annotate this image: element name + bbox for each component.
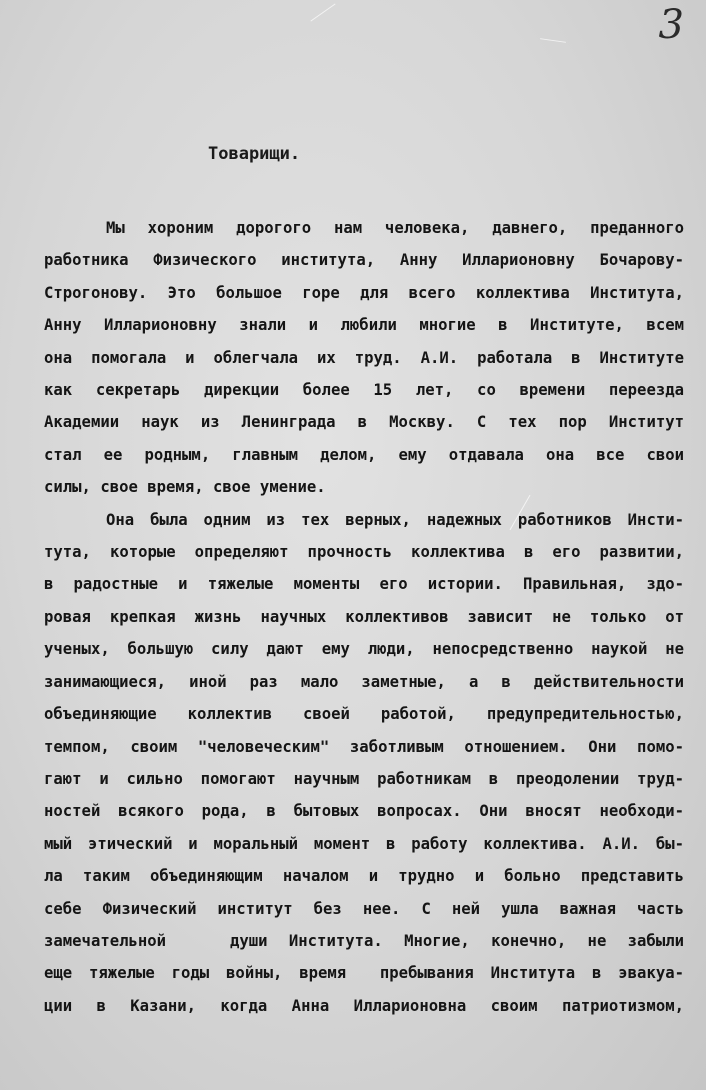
document-body [44,212,684,1022]
document-title: Товарищи. [208,144,301,164]
text-line: тута, которые определяют прочность коллектива в его развитии, [44,543,684,562]
text-line: она помогала и облегчала их труд. А.И. работала в Институте [44,348,684,367]
text-line: силы, свое время, свое умение. [44,478,326,497]
text-line: замечательной души Института. Многие, конечно, не забыли [44,931,684,950]
scratch-mark [310,3,335,21]
paragraph-1 [44,212,684,504]
paragraph-2 [44,504,684,1023]
text-line: ровая крепкая жизнь научных коллективов зависит не только от [44,607,684,626]
text-line: ученых, большую силу дают ему люди, непосредственно наукой не [44,640,684,659]
text-line: работника Физического института, Анну Илларионовну Бочарову- [44,251,684,270]
text-line: Мы хороним дорогого нам человека, давнего, преданного [106,219,684,237]
text-line: себе Физический институт без нее. С ней ушла важная часть [44,899,684,918]
text-line: мый этический и моральный момент в работу коллектива. А.И. бы- [44,834,684,853]
text-line: объединяющие коллектив своей работой, предупредительностью, [44,705,684,724]
text-line: ла таким объединяющим началом и трудно и больно представить [44,867,684,886]
text-line: Анну Илларионовну знали и любили многие в Институте, всем [44,316,684,335]
text-line: в радостные и тяжелые моменты его истории. Правильная, здо- [44,575,684,594]
text-line: ностей всякого рода, в бытовых вопросах. Они вносят необходи- [44,802,684,821]
text-line: темпом, своим "человеческим" заботливым отношением. Они помо- [44,737,684,756]
text-line: Строгонову. Это большое горе для всего коллектива Института, [44,283,684,302]
text-line: еще тяжелые годы войны, время пребывания Института в эвакуа- [44,964,684,983]
text-line: ции в Казани, когда Анна Илларионовна своим патриотизмом, [44,996,684,1015]
text-line: гают и сильно помогают научным работникам в преодолении труд- [44,769,684,788]
text-line: стал ее родным, главным делом, ему отдавала она все свои [44,445,684,464]
text-line: Академии наук из Ленинграда в Москву. С тех пор Институт [44,413,684,432]
scratch-mark [540,38,566,43]
text-line: Она была одним из тех верных, надежных работников Инсти- [106,510,684,529]
text-line: занимающиеся, иной раз мало заметные, а в действительности [44,672,684,691]
text-line: как секретарь дирекции более 15 лет, со времени переезда [44,381,684,400]
page-number: 3 [658,2,684,48]
